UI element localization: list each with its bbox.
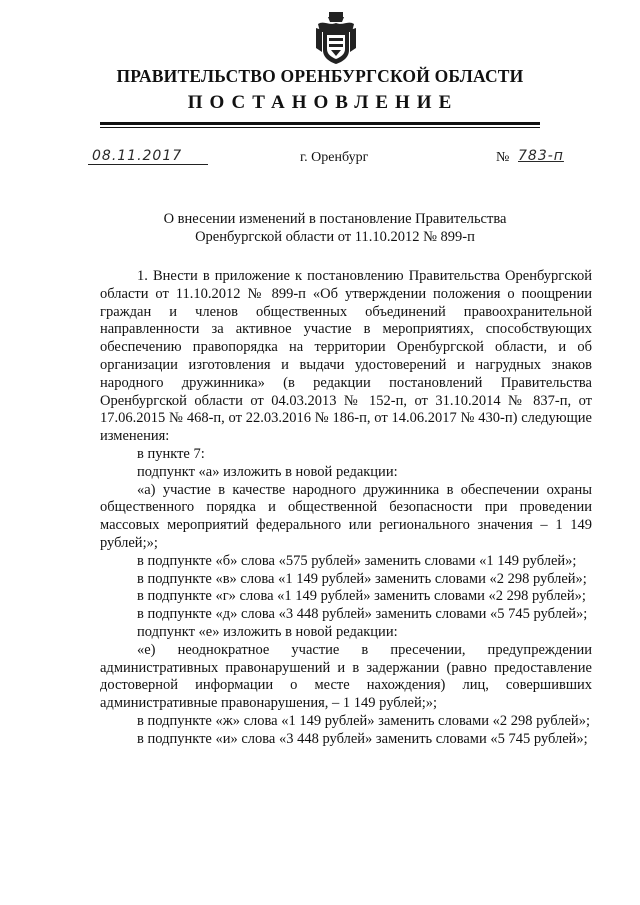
paragraph-subpoint-v: в подпункте «в» слова «1 149 рублей» заменить словами «2 298 рублей»;: [137, 570, 587, 587]
document-meta-row: [0, 148, 640, 170]
paragraph-subpoint-zh: в подпункте «ж» слова «1 149 рублей» заменить словами «2 298 рублей»;: [137, 712, 590, 729]
header-divider-thin: [100, 127, 540, 128]
document-city: г. Оренбург: [300, 150, 369, 165]
paragraph-1: 1. Внести в приложение к постановлению Правительства Оренбургской области от 11.10.2012 № 899-п «Об утверждении положения о поощрении граждан и членов общественных объединений правоохранительной направленности за активное участие в мероприятиях, способствующих обеспечению правопорядка на территории Оренбургской области, и об организации изготовления и выдачи удостоверений и нагрудных знаков народного дружинника» (в редакции постановлений Правительства Оренбургской области от 04.03.2013 № 152-п, от 31.10.2014 № 837-п, от 17.06.2015 № 468-п, от 22.03.2016 № 186-п, от 14.06.2017 № 430-п) следующие изменения:: [100, 268, 592, 445]
paragraph-subpoint-d: в подпункте «д» слова «3 448 рублей» заменить словами «5 745 рублей»;: [137, 606, 588, 623]
paragraph-subpoint-i: в подпункте «и» слова «3 448 рублей» заменить словами «5 745 рублей»;: [137, 730, 588, 747]
paragraph-subpoint-g: в подпункте «г» слова «1 149 рублей» заменить словами «2 298 рублей»;: [137, 588, 586, 605]
subject-line-2: Оренбургской области от 11.10.2012 № 899-п: [195, 229, 475, 245]
document-type-title: ПОСТАНОВЛЕНИЕ: [187, 92, 459, 113]
document-number-label: №: [496, 150, 510, 165]
document-date: 08.11.2017: [92, 148, 183, 164]
paragraph-subpoint-a-intro: подпункт «а» изложить в новой редакции:: [137, 463, 398, 480]
date-underline: [88, 164, 208, 165]
paragraph-subpoint-e-intro: подпункт «е» изложить в новой редакции:: [137, 623, 398, 640]
paragraph-subpoint-a-text: «а) участие в качестве народного дружинника в обеспечении охраны общественного порядка и общественной безопасности при проведении массовых мероприятий федерального или регионального значения – 1 149 рублей;»;: [100, 481, 592, 551]
subject-line-1: О внесении изменений в постановление Правительства: [163, 211, 507, 227]
paragraph-subpoint-b: в подпункте «б» слова «575 рублей» заменить словами «1 149 рублей»;: [137, 552, 577, 569]
paragraph-point-7: в пункте 7:: [137, 445, 205, 462]
document-body: [100, 268, 592, 749]
paragraph-subpoint-e-text: «е) неоднократное участие в пресечении, предупреждении административных правонарушений и в задержании (равно предоставление достоверной информации о месте нахождения) лиц, совершивших административные правонарушения, – 1 149 рублей;»;: [100, 641, 592, 712]
header-divider-thick: [100, 122, 540, 125]
document-number: 783-п: [518, 148, 564, 164]
document-subject: [100, 210, 570, 246]
organization-title: ПРАВИТЕЛЬСТВО ОРЕНБУРГСКОЙ ОБЛАСТИ: [116, 66, 524, 86]
coat-of-arms-icon: [314, 12, 358, 66]
